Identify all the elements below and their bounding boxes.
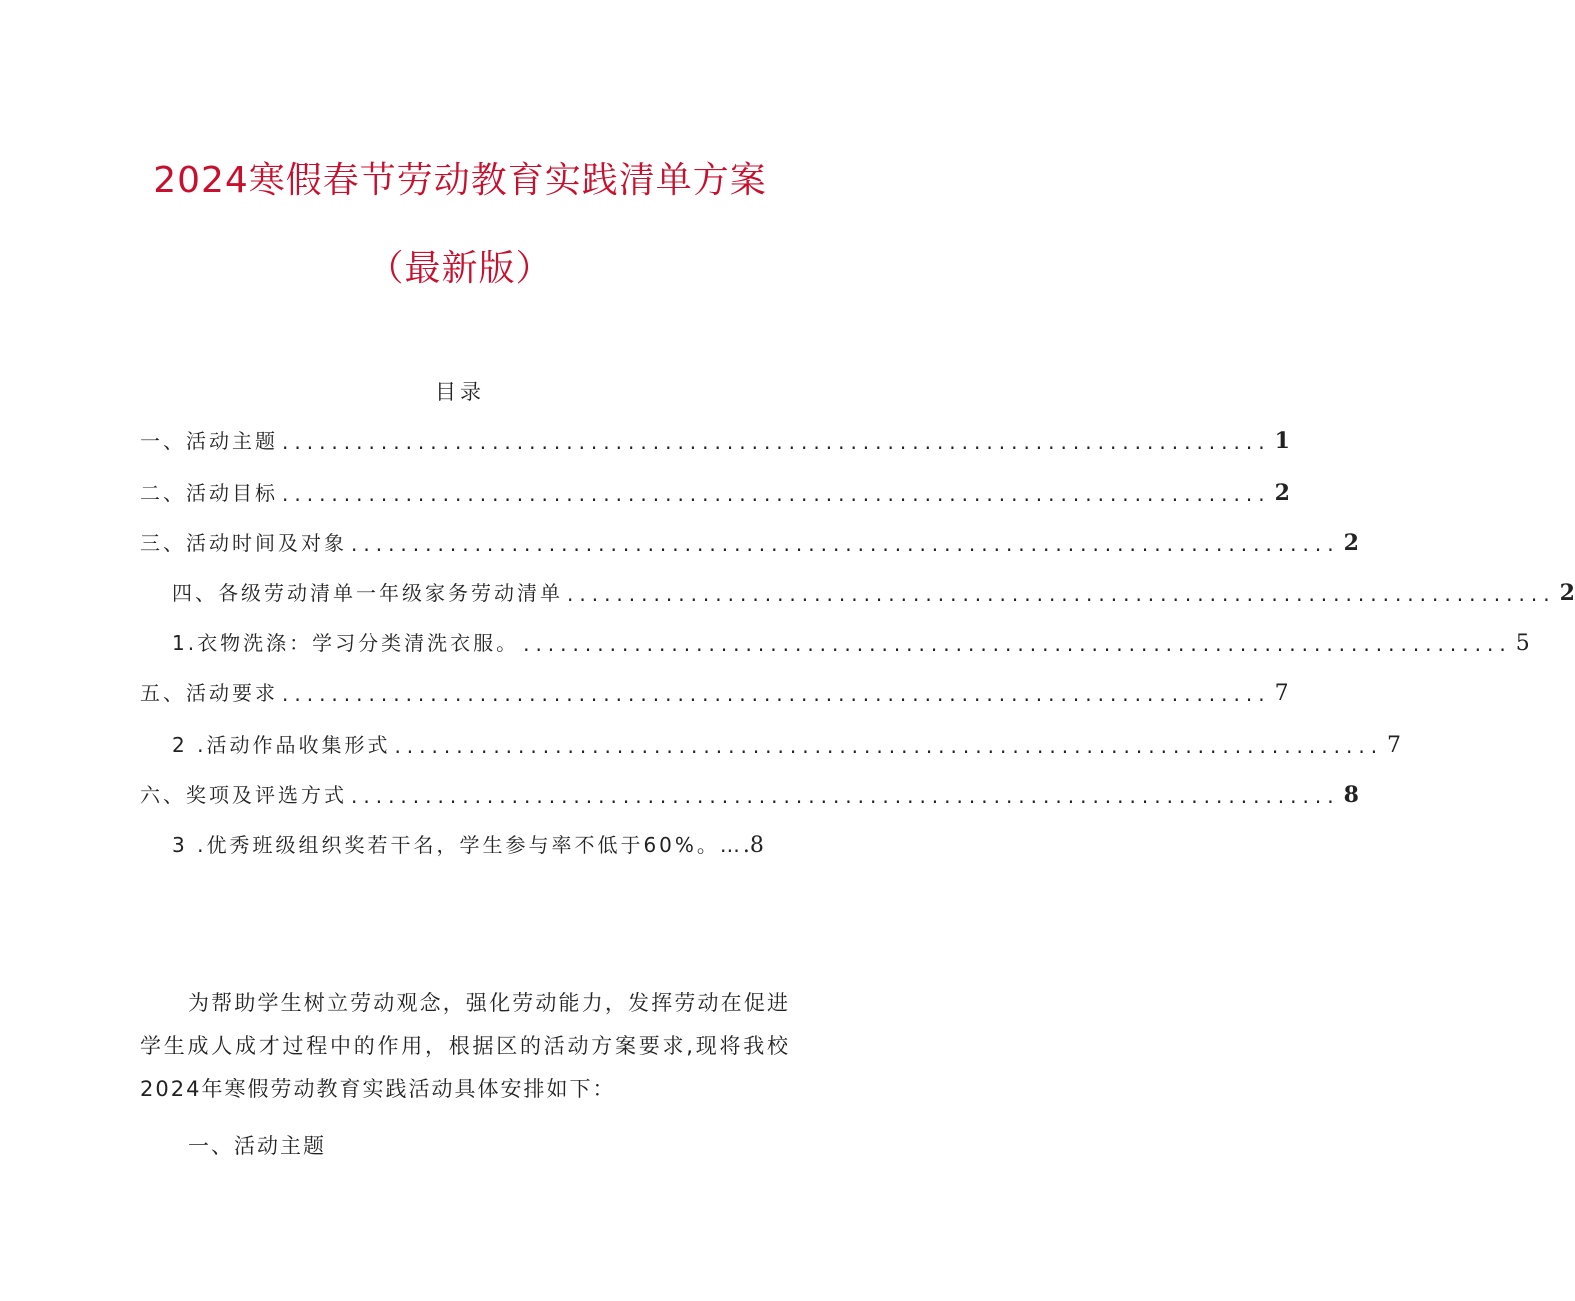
toc-entry-label: 六、奖项及评选方式 — [140, 783, 347, 807]
toc-entry-label: 二、活动目标 — [140, 481, 278, 505]
toc-entry-label: 1.衣物洗涤：学习分类清洗衣服。 — [172, 631, 520, 655]
toc-entry-page: 5 — [1515, 631, 1530, 656]
toc-entry-page: 2 — [1274, 480, 1290, 506]
toc-entry-page: 8 — [1343, 782, 1359, 808]
toc-leader-dots: ................................................................................ — [351, 784, 1340, 808]
toc-entry-page: 2 — [1559, 580, 1575, 606]
toc-leader-dots: ................................................................................ — [523, 632, 1512, 656]
toc-heading: 目录 — [435, 380, 485, 404]
toc-leader-dots: ................................................................................ — [282, 682, 1271, 706]
toc-leader-dots: ................................................................................ — [394, 734, 1384, 758]
toc-leader-dots: ................................................................................ — [351, 532, 1340, 556]
toc-entry[interactable] — [140, 424, 1290, 454]
toc-entry[interactable] — [172, 626, 1530, 656]
toc-entry[interactable] — [140, 526, 1359, 556]
toc-leader-dots: ................................................................................ — [282, 430, 1271, 454]
toc-leader-dots: ................................................................................ — [282, 482, 1271, 506]
document-title: 2024寒假春节劳动教育实践清单方案 — [153, 160, 767, 201]
toc-entry-label: 三、活动时间及对象 — [140, 531, 347, 555]
toc-entry-last[interactable] — [172, 829, 764, 858]
toc-entry-page: 7 — [1274, 681, 1289, 706]
toc-entry-page: 2 — [1343, 530, 1359, 556]
toc-entry[interactable] — [140, 778, 1359, 808]
document-subtitle: （最新版） — [367, 248, 553, 289]
toc-entry[interactable] — [140, 476, 1290, 506]
toc-entry[interactable] — [140, 676, 1289, 706]
toc-entry-page: 1 — [1274, 428, 1290, 454]
toc-entry-label: 2 .活动作品收集形式 — [172, 733, 391, 757]
toc-entry-label: 3 .优秀班级组织奖若干名，学生参与率不低于60%。… — [172, 833, 743, 857]
toc-entry-page: 7 — [1387, 733, 1402, 758]
toc-entry[interactable] — [172, 728, 1402, 758]
toc-entry-page: .8 — [742, 833, 764, 858]
toc-entry-label: 四、各级劳动清单一年级家务劳动清单 — [172, 581, 563, 605]
intro-paragraph: 为帮助学生树立劳动观念，强化劳动能力，发挥劳动在促进学生成人成才过程中的作用，根据区的活动方案要求,现将我校2024年寒假劳动教育实践活动具体安排如下： — [140, 991, 790, 1101]
toc-entry[interactable] — [172, 576, 1575, 606]
section-heading: 一、活动主题 — [188, 1134, 326, 1158]
toc-entry-label: 一、活动主题 — [140, 429, 278, 453]
toc-leader-dots: ................................................................................ — [567, 582, 1556, 606]
toc-entry-label: 五、活动要求 — [140, 681, 278, 705]
